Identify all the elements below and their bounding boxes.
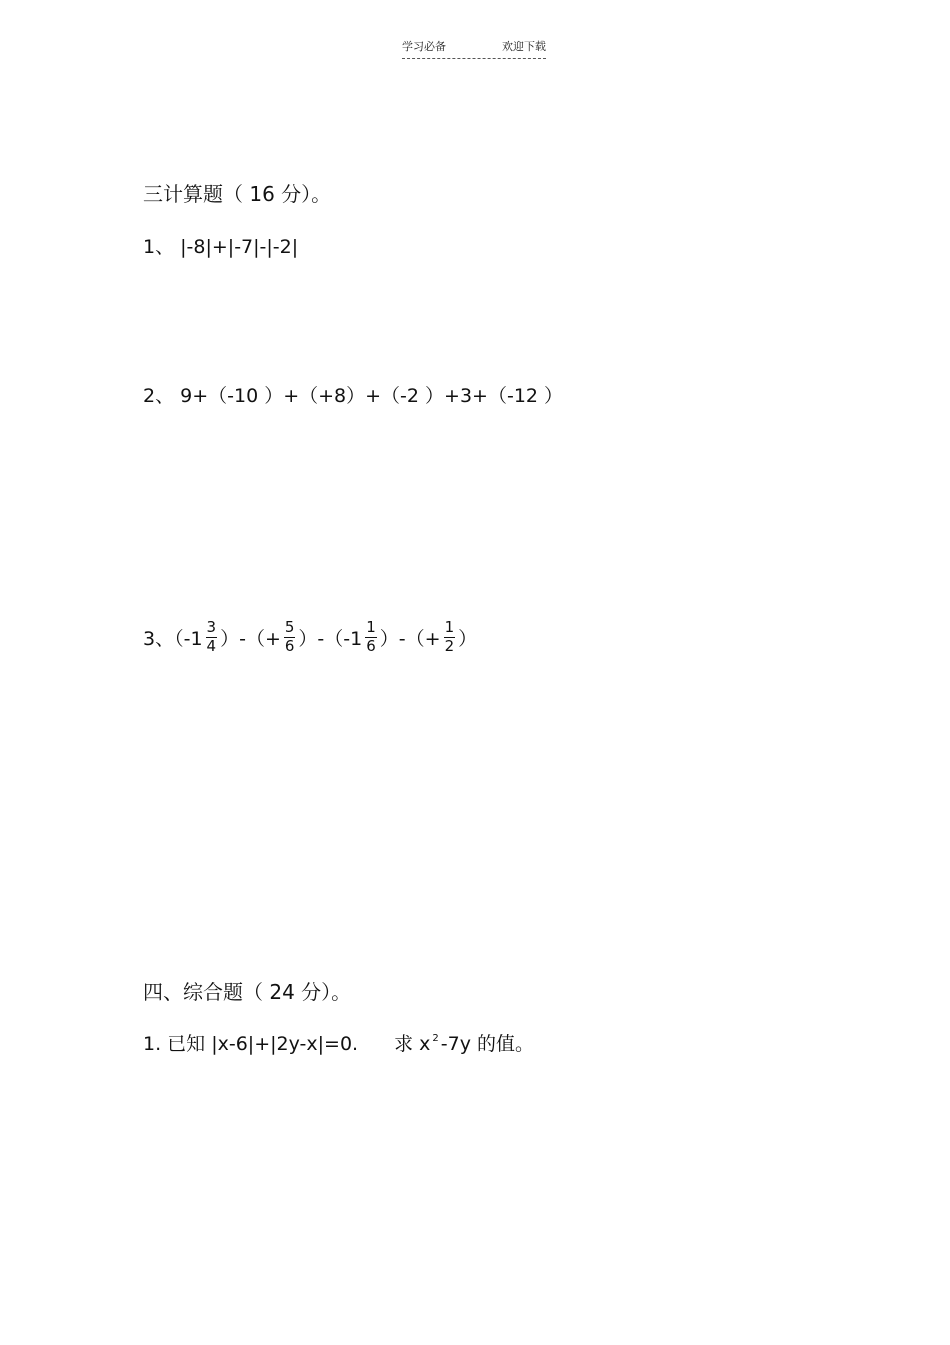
q4-part-3: -7y 的值。 [440,1033,534,1055]
fraction-2-denominator: 6 [284,636,295,655]
q4-part-2: 求 x [394,1033,431,1055]
question-3-3 [143,620,477,655]
q3-mid-2: ）-（-1 [298,627,363,650]
fraction-1 [206,620,218,655]
question-3-1: 1、 |-8|+|-7|-|-2| [143,236,299,258]
fraction-3-denominator: 6 [366,636,376,655]
fraction-2-numerator: 5 [284,618,295,636]
exponent: 2 [432,1033,439,1044]
fraction-1-numerator: 3 [206,618,217,636]
fraction-1-denominator: 4 [206,636,217,655]
section-3-title: 三计算题（ 16 分）。 [143,182,332,206]
fraction-4 [444,620,456,655]
question-3-2: 2、 9+（-10 ）+（+8）+（-2 ）+3+（-12 ） [143,385,564,407]
header-left-text: 学习必备 [402,40,446,53]
q4-part-1: 1. 已知 |x-6|+|2y-x|=0. [143,1033,359,1055]
fraction-3 [365,620,377,655]
section-4-title: 四、综合题（ 24 分）。 [143,980,352,1004]
fraction-4-denominator: 2 [444,636,455,655]
fraction-2 [284,620,296,655]
page-header [402,38,546,59]
fraction-4-numerator: 1 [444,618,455,636]
fraction-3-numerator: 1 [366,618,376,636]
q3-mid-1: ）-（+ [220,627,281,650]
question-4-1 [143,1029,534,1056]
q3-mid-3: ）-（+ [379,627,441,650]
q3-suffix: ） [458,627,478,650]
q3-prefix: 3、（-1 [143,627,203,650]
header-right-text: 欢迎下载 [502,40,546,53]
